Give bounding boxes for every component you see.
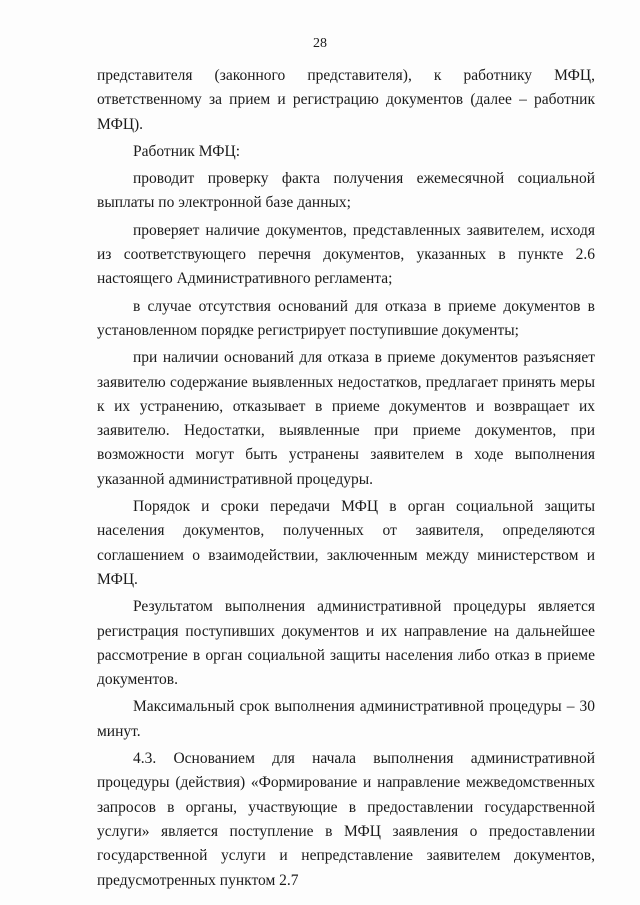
- paragraph: проверяет наличие документов, представленных заявителем, исходя из соответствующего перечня документов, указанных в пункте 2.6 настоящего Административного регламента;: [97, 221, 595, 288]
- paragraph: 4.3. Основанием для начала выполнения административной процедуры (действия) «Формирование и направление межведомственных запросов в органы, участвующие в предоставлении государственной услуги» является поступление в МФЦ заявления о предоставлении государственной услуги и непредставление заявителем документов, предусмотренных пунктом 2.7: [97, 750, 595, 889]
- page-number: 28: [313, 36, 327, 51]
- document-body: [97, 64, 595, 893]
- paragraph: Результатом выполнения административной процедуры является регистрация поступивших документов и их направление на дальнейшее рассмотрение в орган социальной защиты населения либо отказ в приеме документов.: [97, 598, 595, 689]
- paragraph: проводит проверку факта получения ежемесячной социальной выплаты по электронной базе данных;: [97, 170, 595, 212]
- paragraph: Порядок и сроки передачи МФЦ в орган социальной защиты населения документов, полученных от заявителя, определяются соглашением о взаимодействии, заключенным между министерством и МФЦ.: [97, 498, 595, 588]
- paragraph: представителя (законного представителя), к работнику МФЦ, ответственному за прием и регистрацию документов (далее – работник МФЦ).: [97, 67, 595, 133]
- paragraph: Работник МФЦ:: [133, 142, 241, 160]
- paragraph: в случае отсутствия оснований для отказа в приеме документов в установленном порядке регистрирует поступившие документы;: [97, 297, 595, 339]
- paragraph: при наличии оснований для отказа в приеме документов разъясняет заявителю содержание выявленных недостатков, предлагает принять меры к их устранению, отказывает в приеме документов и возвращает их заявителю. Недостатки, выявленные при приеме документов, при возможности могут быть устранены заявителем в ходе выполнения указанной административной процедуры.: [97, 349, 595, 488]
- paragraph: Максимальный срок выполнения административной процедуры – 30 минут.: [97, 698, 595, 740]
